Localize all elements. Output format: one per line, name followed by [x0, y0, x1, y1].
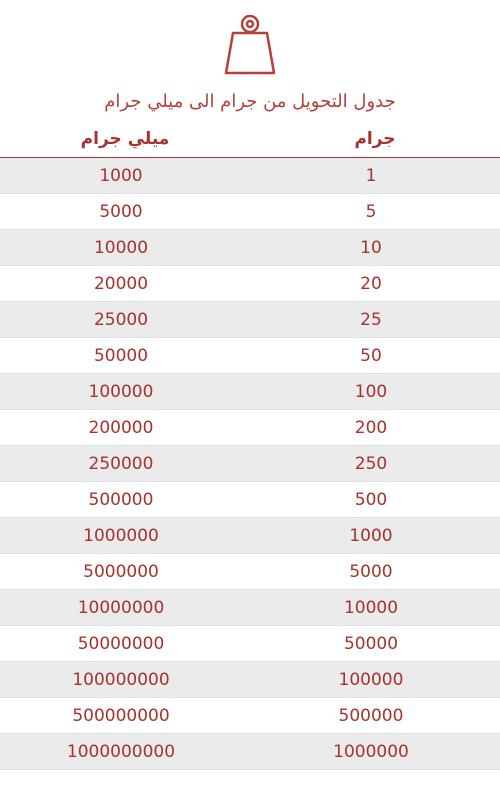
table-row	[0, 374, 500, 410]
table-row	[0, 302, 500, 338]
cell-milligram: 100000000	[72, 670, 170, 690]
table-row	[0, 734, 500, 770]
table-row	[0, 554, 500, 590]
cell-milligram: 100000	[88, 382, 154, 402]
cell-gram: 250	[354, 454, 388, 474]
cell-gram: 500000	[338, 706, 404, 726]
cell-gram: 100	[354, 382, 388, 402]
cell-gram: 1	[365, 166, 377, 186]
weight-icon	[223, 14, 277, 80]
cell-milligram: 250000	[88, 454, 154, 474]
table-row	[0, 698, 500, 734]
cell-milligram: 25000	[93, 310, 149, 330]
cell-gram: 50	[360, 346, 382, 366]
table-row	[0, 158, 500, 194]
table-row	[0, 518, 500, 554]
cell-gram: 200	[354, 418, 388, 438]
table-row	[0, 446, 500, 482]
table-row	[0, 662, 500, 698]
table-row	[0, 266, 500, 302]
cell-gram: 10000	[343, 598, 399, 618]
table-row	[0, 410, 500, 446]
cell-milligram: 5000	[99, 202, 143, 222]
table-row	[0, 590, 500, 626]
header-icon-area	[0, 0, 500, 84]
cell-gram: 5000	[349, 562, 393, 582]
cell-milligram: 500000	[88, 490, 154, 510]
cell-gram: 5	[365, 202, 377, 222]
cell-gram: 1000	[349, 526, 393, 546]
cell-milligram: 1000000000	[66, 742, 176, 762]
cell-milligram: 5000000	[83, 562, 159, 582]
cell-gram: 50000	[343, 634, 399, 654]
column-header-milligram: ميلي جرام	[80, 129, 170, 149]
cell-milligram: 50000000	[77, 634, 165, 654]
table-row	[0, 230, 500, 266]
cell-gram: 100000	[338, 670, 404, 690]
cell-milligram: 500000000	[72, 706, 170, 726]
cell-milligram: 1000	[99, 166, 143, 186]
column-header-gram: جرام	[354, 129, 396, 149]
cell-milligram: 20000	[93, 274, 149, 294]
table-header	[0, 120, 500, 158]
cell-gram: 10	[360, 238, 382, 258]
cell-gram: 25	[360, 310, 382, 330]
table-row	[0, 482, 500, 518]
table-row	[0, 194, 500, 230]
cell-milligram: 50000	[93, 346, 149, 366]
page-title: جدول التحويل من جرام الى ميلي جرام	[104, 91, 396, 112]
cell-gram: 20	[360, 274, 382, 294]
cell-gram: 1000000	[333, 742, 409, 762]
cell-gram: 500	[354, 490, 388, 510]
cell-milligram: 10000	[93, 238, 149, 258]
cell-milligram: 10000000	[77, 598, 165, 618]
cell-milligram: 200000	[88, 418, 154, 438]
table-body	[0, 158, 500, 770]
cell-milligram: 1000000	[83, 526, 159, 546]
table-row	[0, 626, 500, 662]
table-row	[0, 338, 500, 374]
